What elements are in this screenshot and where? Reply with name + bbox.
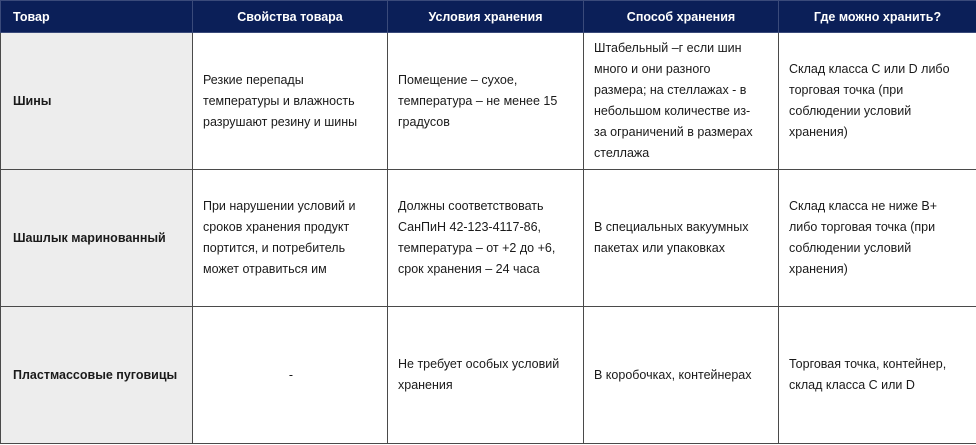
cell-where [779,33,976,170]
table-header-row [1,1,976,33]
cell-text: При нарушении условий и сроков хранения продукт портится, и потребитель может отравиться им [203,199,356,276]
table-row [1,307,976,444]
cell-text: Шины [13,93,52,108]
header-where: Где можно хранить? [779,1,976,33]
cell-text: Склад класса не ниже B+ либо торговая точка (при соблюдении условий хранения) [789,199,938,276]
cell-text: Штабельный –г если шин много и они разного размера; на стеллажах - в небольшом количестве из- за ограничений в размерах стеллажа [594,41,753,160]
cell-method [584,170,779,307]
table-row [1,33,976,170]
cell-product [1,307,193,444]
cell-text: Шашлык маринованный [13,230,166,245]
cell-product [1,170,193,307]
header-product: Товар [1,1,193,33]
cell-text: Пластмассовые пуговицы [13,367,178,382]
cell-text: Помещение – сухое, температура – не менее 15 градусов [398,72,558,129]
cell-where [779,307,976,444]
cell-text: Не требует особых условий хранения [398,357,560,392]
cell-text: В специальных вакуумных пакетах или упаковках [594,220,749,255]
cell-text: Должны соответствовать СанПиН 42-123-4117-86, температура – от +2 до +6, срок хранения – 24 часа [398,199,556,276]
cell-conditions [388,170,584,307]
cell-conditions [388,33,584,170]
header-method: Способ хранения [584,1,779,33]
cell-text: В коробочках, контейнерах [594,367,752,382]
table-row [1,170,976,307]
cell-conditions [388,307,584,444]
cell-properties [193,33,388,170]
cell-method [584,307,779,444]
cell-product [1,33,193,170]
header-conditions: Условия хранения [388,1,584,33]
cell-text: Резкие перепады температуры и влажность разрушают резину и шины [203,72,358,129]
cell-method [584,33,779,170]
header-properties: Свойства товара [193,1,388,33]
cell-properties [193,170,388,307]
cell-text: - [288,367,294,382]
cell-text: Торговая точка, контейнер, склад класса С или D [789,357,947,392]
cell-text: Склад класса С или D либо торговая точка (при соблюдении условий хранения) [789,62,950,139]
cell-where [779,170,976,307]
cell-properties [193,307,388,444]
